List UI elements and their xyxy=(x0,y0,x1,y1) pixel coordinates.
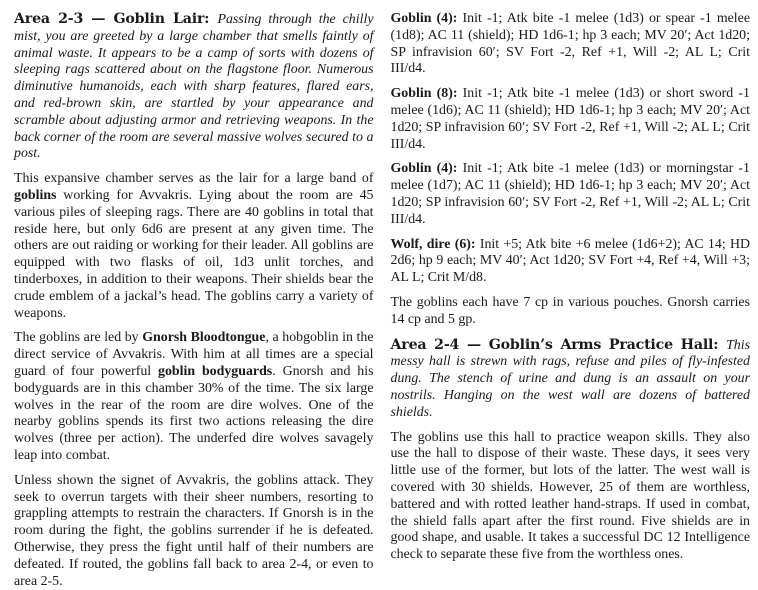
goblin-treasure xyxy=(391,295,751,329)
stat-block-goblin-spear-text: Init -1; Atk bite -1 melee (1d3) or spear -1 melee (1d8); AC 11 (shield); HD 1d6-1; hp 3 each; MV 20′; Act 1d20; SP infravision 60′; SV Fort -2, Ref +1, Will -2; AL L; Crit III/d4. xyxy=(390,11,750,77)
goblin-treasure-text: The goblins each have 7 cp in various pouches. Gnorsh carries 14 cp and 5 gp. xyxy=(390,294,750,327)
stat-block-goblin-short-sword xyxy=(391,86,751,153)
goblin-tactics xyxy=(14,473,374,590)
area-2-3-intro xyxy=(14,11,374,163)
goblins-bold: goblins xyxy=(14,187,57,203)
area-2-4-read-aloud: This messy hall is strewn with rags, refuse and piles of fly-infested dung. The stench of urine and dung is an assault on your nostrils. Hanging on the west wall are dozens of battered shields. xyxy=(390,337,750,420)
practice-hall-description xyxy=(391,430,751,564)
practice-hall-description-text: The goblins use this hall to practice weapon skills. They also use the hall to dispose of their waste. These days, it sees very little use of the former, but lots of the latter. The west wall is covered with 30 shields. However, 25 of them are worthless, battered and with rotted leather hand-straps. If used in combat, the shield falls apart after the first round. Five shields are in good shape, and usable. It takes a successful DC 12 Intelligence check to separate these five from the worthless ones. xyxy=(390,429,750,563)
area-2-3-heading: Area 2-3 — Goblin Lair: xyxy=(14,11,218,27)
stat-block-goblin-short-sword-text: Init -1; Atk bite -1 melee (1d3) or short sword -1 melee (1d6); AC 11 (shield); HD 1d6-1; hp 3 each; MV 20′; Act 1d20; SP infravision 60′; SV Fort -2, Ref +1, Will -2; AL L; Crit III/d4. xyxy=(390,86,751,152)
stat-label-goblin-4-morningstar: Goblin (4): xyxy=(390,161,463,177)
area-2-4-heading: Area 2-4 — Goblin’s Arms Practice Hall: xyxy=(390,336,727,353)
stat-block-wolf-dire xyxy=(391,237,751,287)
goblin-bodyguards-bold: goblin bodyguards xyxy=(158,363,273,379)
goblin-lair-description xyxy=(14,171,374,322)
stat-block-wolf-dire-text: Init +5; Atk bite +6 melee (1d6+2); AC 14; HD 2d6; hp 9 each; MV 40′; Act 1d20; SV Fort +4, Ref +4, Will +3; AL L; Crit M/d8. xyxy=(390,236,751,286)
stat-label-goblin-8: Goblin (8): xyxy=(390,86,463,102)
goblin-lair-description-text: This expansive chamber serves as the lair for a large band of xyxy=(14,171,374,187)
left-column xyxy=(14,11,374,589)
gnorsh-bloodtongue-bold: Gnorsh Bloodtongue xyxy=(142,330,266,346)
stat-block-goblin-morningstar xyxy=(391,161,751,228)
right-column xyxy=(391,11,751,563)
goblin-leadership-text: . Gnorsh and his bodyguards are in this chamber 30% of the time. The six large wolves in the rear of the room are dire wolves. One of the nearby goblins spends its first two actions releasing the dire wolves (three per action). The underfed dire wolves savagely leap into combat. xyxy=(14,363,374,463)
goblin-leadership-text: , a hobgoblin in the direct service of Avvakris. With him at all times are a special guard of four powerful xyxy=(14,330,374,379)
stat-label-wolf-dire-6: Wolf, dire (6): xyxy=(390,236,480,252)
goblin-leadership xyxy=(14,330,374,464)
stat-label-goblin-4-spear: Goblin (4): xyxy=(390,11,463,26)
stat-block-goblin-morningstar-text: Init -1; Atk bite -1 melee (1d3) or morningstar -1 melee (1d7); AC 11 (shield); HD 1d6-1; hp 3 each; MV 20′; Act 1d20; SP infravision 60′; SV Fort -2, Ref +1, Will -2; AL L; Crit III/d4. xyxy=(390,161,751,227)
goblin-leadership-text: The goblins are led by xyxy=(14,330,143,346)
area-2-4-intro xyxy=(391,337,751,422)
goblin-tactics-text: Unless shown the signet of Avvakris, the goblins attack. They seek to overrun targets with their sheer numbers, resorting to grappling attempts to restrain the characters. If Gnorsh is in the room during the fight, the goblins surrender if he is defeated. Otherwise, they press the fight until half of their numbers are defeated. If routed, the goblins fall back to area 2-4, or even to area 2-5. xyxy=(14,472,374,589)
goblin-lair-description-text: working for Avvakris. Lying about the room are 45 various piles of sleeping rags. There are 40 goblins in total that reside here, but only 6d6 are present at any given time. The others are out raiding or working for their leader. All goblins are equipped with two flasks of oil, 1d3 unlit torches, and tinderboxes, in addition to their weapons. Their shields bear the crude emblem of a jackal’s head. The goblins carry a variety of weapons. xyxy=(14,187,374,321)
area-2-3-read-aloud: Passing through the chilly mist, you are greeted by a large chamber that smells faintly of animal waste. It appears to be a camp of sorts with dozens of sleeping rags scattered about on the flagstone floor. Numerous diminutive humanoids, each with sharp features, flared ears, and red-brown skin, are startled by your appearance and scramble about adjusting armor and retrieving weapons. In the back corner of the room are several massive wolves secured to a post. xyxy=(14,12,374,162)
stat-block-goblin-spear xyxy=(391,11,751,78)
